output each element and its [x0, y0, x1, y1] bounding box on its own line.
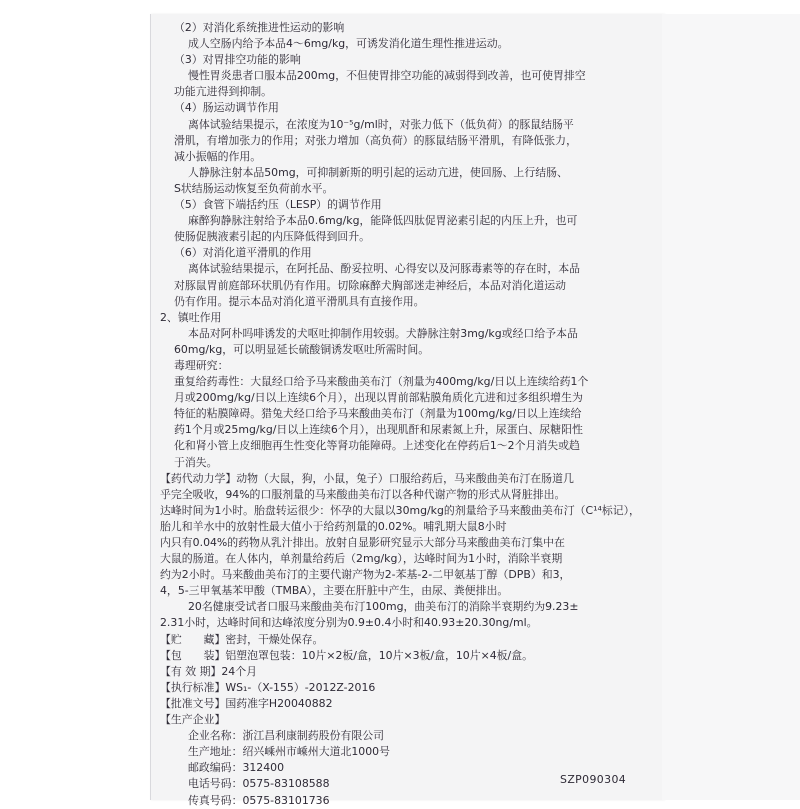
text-line: 达峰时间为1小时。胎盘转运很少：怀孕的大鼠以30mg/kg的剂量给予马来酸曲美布汀（C¹⁴标记），胎儿和羊水中的放射性最大值小于给药剂量的0.02%。哺乳期大鼠8小时 [160, 503, 640, 533]
text-line: 电话号码：0575-83108588 [188, 777, 330, 791]
text-line: 化和肾小管上皮细胞再生性变化等肾功能障碍。上述变化在停药后1～2个月消失或趋 [174, 439, 580, 453]
text-line: 大鼠的肠道。在人体内，单剂量给药后（2mg/kg），达峰时间为1小时，消除半衰期 [160, 552, 563, 566]
text-line: 2、镇吐作用 [160, 310, 222, 324]
text-line: 重复给药毒性：大鼠经口给予马来酸曲美布汀（剂量为400mg/kg/日以上连续给药1个 [174, 375, 589, 389]
text-line: 邮政编码：312400 [188, 761, 285, 775]
text-line: （5）食管下端括约压（LESP）的调节作用 [174, 198, 382, 212]
underlying-sheet [662, 14, 800, 800]
text-line: 人静脉注射本品50mg，可抑制新斯的明引起的运动亢进，使回肠、上行结肠、 [188, 165, 568, 179]
text-line: 药1个月或25mg/kg/日以上连续6个月），出现肌酐和尿素氮上升，尿蛋白、尿糖阳性 [174, 423, 583, 437]
text-line: 【贮 藏】密封，干燥处保存。 [160, 632, 324, 646]
text-line: 【执行标准】WS₁-（X-155）-2012Z-2016 [160, 680, 376, 694]
text-line: 内只有0.04%的药物从乳汁排出。放射自显影研究显示大部分马来酸曲美布汀集中在 [160, 536, 565, 549]
text-line: S状结肠运动恢复至负荷前水平。 [174, 181, 334, 195]
text-line: 本品对阿朴吗啡诱发的犬呕吐抑制作用较弱。犬静脉注射3mg/kg或经口给予本品 [188, 326, 578, 340]
text-line: 60mg/kg，可以明显延长硫酸铜诱发呕吐所需时间。 [174, 342, 430, 356]
text-line: 对豚鼠胃前庭部环状肌仍有作用。切除麻醉犬胸部迷走神经后，本品对消化道运动 [174, 278, 567, 292]
text-line: 乎完全吸收，94%的口服剂量的马来酸曲美布汀以各种代谢产物的形式从肾脏排出。 [160, 487, 566, 501]
text-line: 慢性胃炎患者口服本品200mg，不但使胃排空功能的减弱得到改善，也可使胃排空 [188, 69, 586, 83]
text-line: （4）肠运动调节作用 [174, 101, 279, 115]
text-line: 2.31小时，达峰时间和达峰浓度分别为0.9±0.4小时和40.93±20.30ng/ml。 [160, 616, 538, 630]
text-line: 生产地址：绍兴嵊州市嵊州大道北1000号 [188, 745, 390, 759]
text-line: 月或200mg/kg/日以上连续6个月），出现以胃前部粘膜角质化亢进和过多组织增生为 [174, 391, 583, 405]
text-line: （2）对消化系统推进性运动的影响 [174, 21, 345, 34]
text-line: 离体试验结果提示，在浓度为10⁻⁵g/ml时，对张力低下（低负荷）的豚鼠结肠平 [188, 117, 574, 131]
text-line: （3）对胃排空功能的影响 [174, 53, 301, 67]
text-line: 成人空肠内给予本品4～6mg/kg，可诱发消化道生理性推进运动。 [188, 37, 509, 51]
text-line: 【药代动力学】动物（大鼠，狗，小鼠，兔子）口服给药后，马来酸曲美布汀在肠道几 [160, 471, 574, 485]
text-line: 4，5-三甲氧基苯甲酸（TMBA），主要在肝脏中产生，由尿、粪便排出。 [160, 584, 509, 598]
text-line: 功能亢进得到抑制。 [174, 85, 273, 99]
text-line: 毒理研究： [174, 358, 229, 372]
text-line: 约为2小时。马来酸曲美布汀的主要代谢产物为2-苯基-2-二甲氨基丁醇（DPB）和3， [160, 568, 571, 582]
text-line: 【有 效 期】24个月 [160, 664, 258, 678]
leaflet-text [160, 20, 650, 809]
text-line: 于消失。 [174, 455, 218, 469]
text-line: 【包 装】铝塑泡罩包装：10片×2板/盒，10片×3板/盒，10片×4板/盒。 [160, 648, 534, 662]
text-line: 企业名称：浙江昌利康制药股份有限公司 [188, 729, 385, 743]
text-line: 仍有作用。提示本品对消化道平滑肌具有直接作用。 [174, 294, 425, 308]
text-line: 离体试验结果提示，在阿托品、酚妥拉明、心得安以及河豚毒素等的存在时，本品 [188, 262, 581, 276]
text-line: 麻醉狗静脉注射给予本品0.6mg/kg，能降低四肽促胃泌素引起的内压上升，也可 [188, 214, 578, 228]
text-line: 使肠促胰液素引起的内压降低得到回升。 [174, 230, 371, 244]
text-line: 滑肌，有增加张力的作用；对张力增加（高负荷）的豚鼠结肠平滑肌，有降低张力， [174, 133, 577, 147]
document-code: SZP090304 [560, 773, 627, 786]
text-line: 特征的粘膜障碍。猎兔犬经口给予马来酸曲美布汀（剂量为100mg/kg/日以上连续给 [174, 407, 582, 421]
text-line: 20名健康受试者口服马来酸曲美布汀100mg，曲美布汀的消除半衰期约为9.23± [188, 600, 579, 614]
text-line: （6）对消化道平滑肌的作用 [174, 246, 312, 260]
text-line: 【批准文号】国药准字H20040882 [160, 696, 333, 710]
text-line: 传真号码：0575-83101736 [188, 793, 330, 807]
text-line: 减小振幅的作用。 [174, 149, 262, 163]
text-line: 【生产企业】 [160, 713, 226, 727]
